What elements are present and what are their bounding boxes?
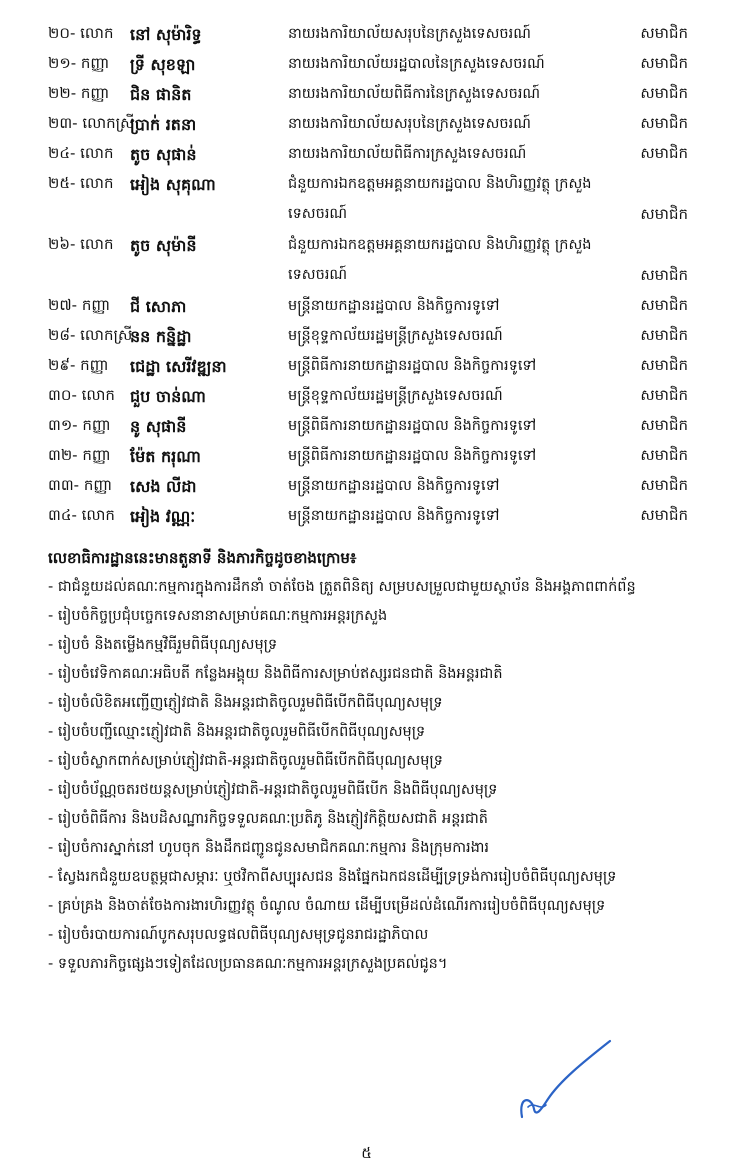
member-role: សមាជិក — [640, 266, 688, 284]
member-name: អៀង វណ្ណៈ — [130, 507, 196, 526]
member-position: នាយរងការិយាល័យរដ្ឋបាលនៃក្រសួងទេសចរណ៍ — [288, 56, 545, 72]
member-position: មន្ត្រីនាយកដ្ឋានរដ្ឋបាល និងកិច្ចការទូទៅ — [288, 508, 500, 524]
member-name: សេង លីដា — [130, 477, 197, 496]
duty-item: - រៀបចំការស្នាក់នៅ ហូបចុក និងដឹកជញ្ជូនជូនសមាជិកគណៈកម្មការ និងក្រុមការងារ — [48, 840, 490, 856]
duty-item: - ជាជំនួយដល់គណៈកម្មការក្នុងការដឹកនាំ ចាត់ចែង ត្រួតពិនិត្យ សម្របសម្រួលជាមួយស្ថាប័ន និងអង្គភាពពាក់ព័ន្ធ — [48, 579, 636, 595]
duty-item: - រៀបចំពិធីការ និងបដិសណ្ឋារកិច្ចទទួលគណៈប្រតិភូ និងភ្ញៀវកិត្តិយសជាតិ អន្តរជាតិ — [48, 811, 489, 827]
member-row — [48, 294, 688, 324]
member-name: ប្រាក់ រតនា — [130, 115, 197, 134]
member-row — [48, 324, 688, 354]
member-row — [48, 142, 688, 172]
member-row — [48, 354, 688, 384]
member-position: ជំនួយការឯកឧត្តមអគ្គនាយករដ្ឋបាល និងហិរញ្ញវត្ថុ ក្រសួងទេសចរណ៍ — [288, 237, 592, 283]
duty-item: - ទទួលភារកិច្ចផ្សេងៗទៀតដែលប្រធានគណៈកម្មការអន្តរក្រសួងប្រគល់ជូន។ — [48, 956, 448, 972]
member-role: សមាជិក — [640, 506, 688, 524]
member-row — [48, 22, 688, 52]
member-number: ២៣- លោកស្រី — [48, 114, 135, 132]
member-role: សមាជិក — [640, 296, 688, 314]
member-role: សមាជិក — [640, 386, 688, 404]
member-name: តូច សុម៉ានី — [130, 236, 197, 255]
member-list — [48, 22, 688, 534]
member-number: ២២- កញ្ញា — [48, 84, 110, 102]
member-number: ៣៣- កញ្ញា — [48, 476, 113, 494]
member-number: ២៤- លោក — [48, 144, 114, 162]
member-role: សមាជិក — [640, 476, 688, 494]
member-number: ៣១- កញ្ញា — [48, 416, 111, 434]
member-position: មន្ត្រីពិធីការនាយកដ្ឋានរដ្ឋបាល និងកិច្ចការទូទៅ — [288, 358, 537, 374]
member-name: ជិន ផានិត — [130, 85, 192, 104]
member-position: មន្ត្រីខុទ្ទកាល័យរដ្ឋមន្ត្រីក្រសួងទេសចរណ៍ — [288, 388, 503, 404]
member-number: ២៩- កញ្ញា — [48, 356, 109, 374]
member-position: មន្ត្រីនាយកដ្ឋានរដ្ឋបាល និងកិច្ចការទូទៅ — [288, 298, 500, 314]
duties-section — [48, 543, 688, 979]
member-name: ម៉ែត ករុណា — [130, 447, 201, 466]
member-role: សមាជិក — [640, 446, 688, 464]
member-row — [48, 52, 688, 82]
member-row — [48, 233, 688, 294]
member-row — [48, 384, 688, 414]
member-number: ២០- លោក — [48, 24, 114, 42]
duty-item: - រៀបចំលិខិតអញ្ជើញភ្ញៀវជាតិ និងអន្តរជាតិចូលរួមពិធីបើកពិធីបុណ្យសមុទ្រ — [48, 695, 443, 711]
member-position: ជំនួយការឯកឧត្តមអគ្គនាយករដ្ឋបាល និងហិរញ្ញវត្ថុ ក្រសួងទេសចរណ៍ — [288, 176, 592, 222]
member-number: ២៥- លោក — [48, 174, 114, 192]
member-row — [48, 112, 688, 142]
duty-item: - ស្វែងរកជំនួយឧបត្ថម្ភជាសម្ភារៈ ឬថវិកាពីសប្បុរសជន និងផ្នែកឯកជនដើម្បីទ្រទ្រង់ការរៀបចំពិធីបុណ្យសមុទ្រ — [48, 869, 617, 885]
member-position: មន្ត្រីនាយកដ្ឋានរដ្ឋបាល និងកិច្ចការទូទៅ — [288, 478, 500, 494]
member-row — [48, 504, 688, 534]
duty-item: - រៀបចំកិច្ចប្រជុំបច្ចេកទេសនានាសម្រាប់គណៈកម្មការអន្តរក្រសួង — [48, 608, 388, 624]
member-number: ២៧- កញ្ញា — [48, 296, 111, 314]
member-number: ៣២- កញ្ញា — [48, 446, 111, 464]
member-role: សមាជិក — [640, 416, 688, 434]
member-role: សមាជិក — [640, 84, 688, 102]
member-name: តូច សុផាន់ — [130, 145, 197, 164]
member-number: ២១- កញ្ញា — [48, 54, 110, 72]
member-position: មន្ត្រីខុទ្ទកាល័យរដ្ឋមន្ត្រីក្រសួងទេសចរណ៍ — [288, 328, 503, 344]
member-role: សមាជិក — [640, 24, 688, 42]
member-name: អៀង សុគុណា — [130, 175, 216, 194]
member-row — [48, 474, 688, 504]
member-name: ជួប ចាន់ណា — [130, 387, 206, 406]
member-position: នាយរងការិយាល័យពិធីការក្រសួងទេសចរណ៍ — [288, 146, 527, 162]
member-name: ទ្រី សុខឡា — [130, 55, 196, 74]
duty-item: - រៀបចំរបាយការណ៍បូកសរុបលទ្ធផលពិធីបុណ្យសមុទ្រជូនរាជរដ្ឋាភិបាល — [48, 927, 429, 943]
member-name: នៅ សុម៉ារិទ្ធ — [130, 25, 202, 44]
member-name: ជេដ្ឋា សេរីវឌ្ឍនា — [130, 357, 227, 376]
duty-item: - រៀបចំបញ្ជីឈ្មោះភ្ញៀវជាតិ និងអន្តរជាតិចូលរួមពិធីបើកពិធីបុណ្យសមុទ្រ — [48, 724, 426, 740]
duties-list — [48, 573, 688, 979]
duties-heading: លេខាធិការដ្ឋាននេះមានតួនាទី និងភារកិច្ចដូចខាងក្រោម៖ — [48, 549, 357, 567]
member-row — [48, 82, 688, 112]
member-position: មន្ត្រីពិធីការនាយកដ្ឋានរដ្ឋបាល និងកិច្ចការទូទៅ — [288, 418, 537, 434]
member-role: សមាជិក — [640, 205, 688, 223]
member-role: សមាជិក — [640, 356, 688, 374]
member-position: នាយរងការិយាល័យពិធីការនៃក្រសួងទេសចរណ៍ — [288, 86, 541, 102]
duty-item: - រៀបចំស្លាកពាក់សម្រាប់ភ្ញៀវជាតិ-អន្តរជាតិចូលរួមពិធីបើកពិធីបុណ្យសមុទ្រ — [48, 753, 443, 769]
member-name: នូ សុផានី — [130, 417, 187, 436]
member-row — [48, 414, 688, 444]
member-role: សមាជិក — [640, 114, 688, 132]
member-role: សមាជិក — [640, 144, 688, 162]
member-role: សមាជិក — [640, 54, 688, 72]
member-role: សមាជិក — [640, 326, 688, 344]
member-number: ៣៤- លោក — [48, 506, 115, 524]
member-number: ២៦- លោក — [48, 235, 114, 253]
member-position: នាយរងការិយាល័យសរុបនៃក្រសួងទេសចរណ៍ — [288, 116, 531, 132]
duty-item: - រៀបចំ និងតម្លើងកម្មវិធីរួមពិធីបុណ្យសមុទ្រ — [48, 637, 278, 653]
member-position: នាយរងការិយាល័យសរុបនៃក្រសួងទេសចរណ៍ — [288, 26, 531, 42]
page-number: ៥ — [361, 1144, 372, 1162]
handwritten-signature — [510, 1035, 620, 1125]
member-position: មន្ត្រីពិធីការនាយកដ្ឋានរដ្ឋបាល និងកិច្ចការទូទៅ — [288, 448, 537, 464]
member-number: ២៨- លោកស្រី — [48, 326, 133, 344]
member-row — [48, 444, 688, 474]
member-number: ៣០- លោក — [48, 386, 115, 404]
duty-item: - រៀបចំប័ណ្ណចតរថយន្តសម្រាប់ភ្ញៀវជាតិ-អន្តរជាតិចូលរួមពិធីបើក និងពិធីបុណ្យសមុទ្រ — [48, 782, 498, 798]
member-name: នន កន្និដ្ឋា — [130, 327, 192, 346]
member-name: ជី សោភា — [130, 297, 187, 316]
duty-item: - រៀបចំវេទិកាគណៈអធិបតី កន្លែងអង្គុយ និងពិធីការសម្រាប់ឥស្សរជនជាតិ និងអន្តរជាតិ — [48, 666, 503, 682]
member-row — [48, 172, 688, 233]
duty-item: - គ្រប់គ្រង និងចាត់ចែងការងារហិរញ្ញវត្ថុ ចំណូល ចំណាយ ដើម្បីបម្រើដល់ដំណើរការរៀបចំពិធីបុណ្យសមុទ្រ — [48, 898, 606, 914]
